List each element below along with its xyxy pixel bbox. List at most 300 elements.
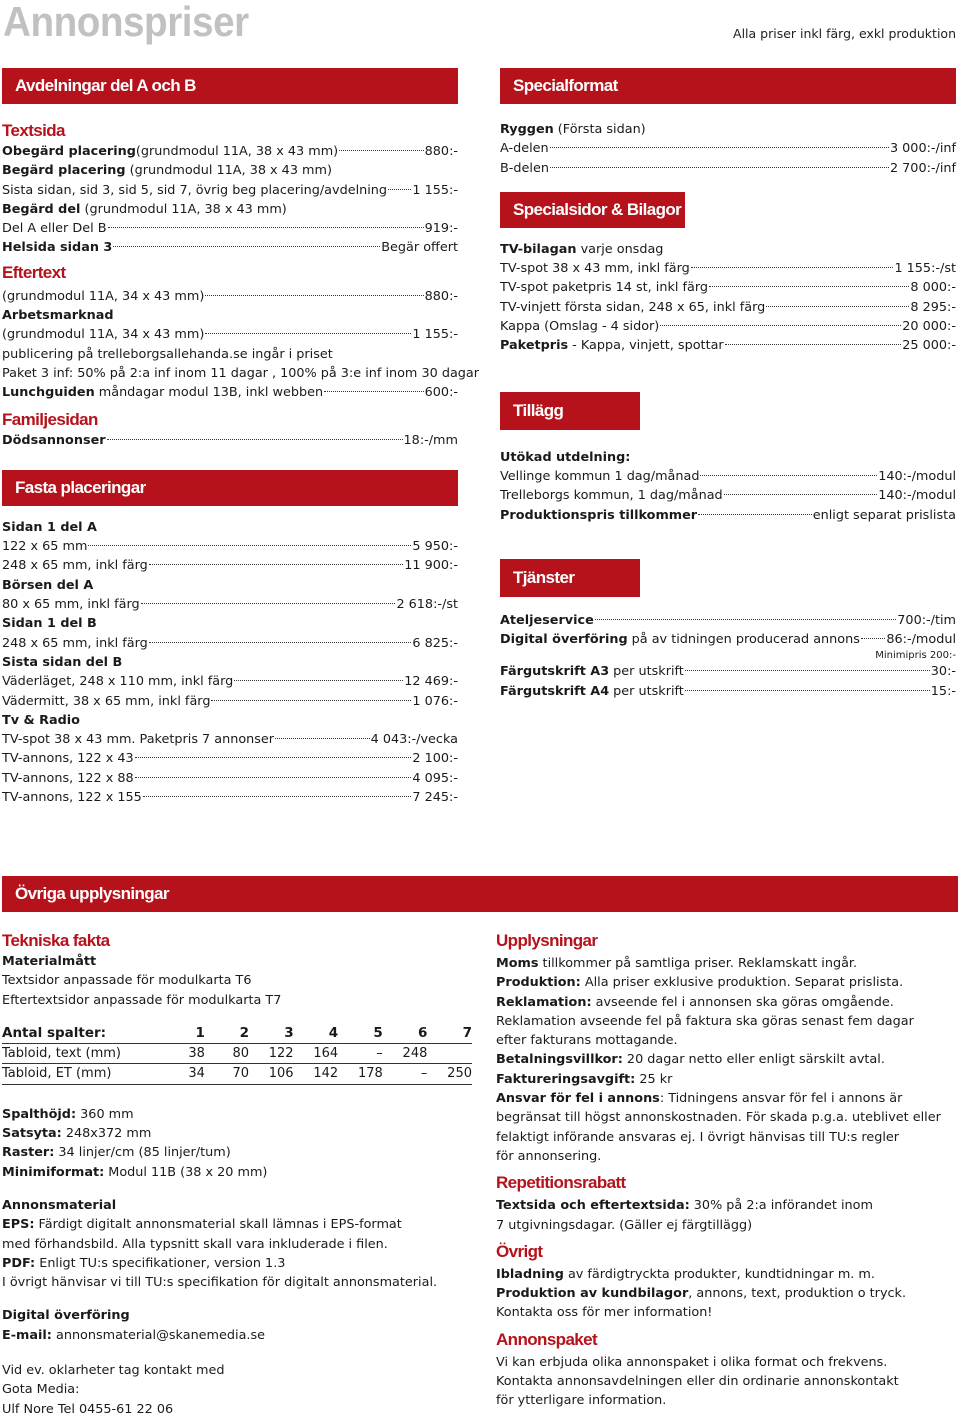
price-label <box>500 611 594 630</box>
price-label-bold: Lunchguiden <box>2 385 95 401</box>
table-cell: 70 <box>205 1064 249 1084</box>
text-line-body: Reklamation avseende fel på faktura ska göras senast fem dagar <box>496 1013 914 1029</box>
price-row <box>500 159 956 178</box>
price-label <box>2 161 332 180</box>
price-row <box>2 788 458 807</box>
section-bar-fasta-placeringar: Fasta placeringar <box>2 470 458 506</box>
price-value: 20 000:- <box>902 319 956 335</box>
price-label-text: TV-spot 38 x 43 mm. Paketpris 7 annonser <box>2 732 275 748</box>
table-header-row <box>2 1024 472 1044</box>
price-label-text: (Första sidan) <box>553 122 646 137</box>
price-label <box>2 711 80 730</box>
price-label <box>500 506 697 525</box>
price-row <box>500 662 956 681</box>
text-line-body: I övrigt hänvisar vi till TU:s specifikation för digitalt annonsmaterial. <box>2 1275 438 1291</box>
price-row <box>2 364 480 383</box>
text-line <box>496 1196 956 1215</box>
price-label-text: på av tidningen producerad annons <box>627 632 860 648</box>
price-label <box>2 788 142 807</box>
dot-leader <box>113 246 380 247</box>
text-line-body: 34 linjer/cm (85 linjer/tum) <box>54 1145 231 1161</box>
price-row <box>500 682 956 701</box>
price-row <box>2 556 458 575</box>
price-label <box>2 595 140 614</box>
price-label <box>2 383 323 402</box>
ovriga-section <box>2 876 960 912</box>
price-label-text: - Kappa, vinjett, spottar <box>568 338 724 354</box>
price-row <box>500 611 956 630</box>
dot-leader <box>275 738 370 739</box>
price-row <box>500 448 956 467</box>
text-line-label: Produktion: <box>496 975 581 991</box>
price-row <box>2 345 458 364</box>
price-row <box>500 317 956 336</box>
price-value: 7 245:- <box>412 790 458 806</box>
table-cell: 248 <box>383 1044 428 1064</box>
table-header-cell: 4 <box>294 1024 339 1044</box>
table-cell: 164 <box>294 1044 339 1064</box>
text-line-label: EPS: <box>2 1217 35 1233</box>
price-label-text: 122 x 65 mm <box>2 539 88 555</box>
text-line-label: Minimiformat: <box>2 1164 105 1180</box>
price-label <box>2 537 87 556</box>
price-row <box>2 325 458 344</box>
price-label-text: Sista sidan, sid 3, sid 5, sid 7, övrig beg placering/avdelning <box>2 182 388 198</box>
text-line <box>496 1265 956 1284</box>
price-list-tjanster <box>500 611 956 650</box>
price-label <box>2 238 112 257</box>
text-line <box>496 1031 956 1050</box>
price-row <box>2 634 458 653</box>
text-line-body: 7 utgivningsdagar. (Gäller ej färgtillägg) <box>496 1217 753 1233</box>
email-label: E-mail: <box>2 1327 52 1343</box>
dot-leader <box>141 603 396 604</box>
price-row <box>2 181 458 200</box>
price-label-text: Kappa (Omslag - 4 sidor) <box>500 319 660 335</box>
price-value: 86:-/modul <box>886 632 956 648</box>
price-label-bold: Obegärd placering <box>2 144 136 159</box>
paket-line-3: för ytterligare information. <box>496 1393 667 1409</box>
price-value: 1 155:- <box>412 182 458 198</box>
page-title: Annonspriser <box>3 0 249 45</box>
price-list-familjesidan <box>2 431 458 450</box>
dot-leader <box>595 619 897 620</box>
price-value: 30:- <box>930 664 956 680</box>
text-line-label: Ansvar för fel i annons <box>496 1091 660 1107</box>
price-label-text: TV-vinjett första sidan, 248 x 65, inkl färg <box>500 299 766 315</box>
heading-familjesidan: Familjesidan <box>2 409 98 429</box>
price-value: 140:-/modul <box>878 488 956 504</box>
price-label <box>2 672 233 691</box>
price-value: 880:- <box>424 288 458 304</box>
price-row <box>2 692 458 711</box>
price-list-tillagg <box>500 448 956 525</box>
price-list-eftertext <box>2 287 480 403</box>
text-line <box>496 1147 956 1166</box>
price-value: 8 295:- <box>910 299 956 315</box>
dot-leader <box>324 391 424 392</box>
price-label <box>2 431 106 450</box>
material-line-2: Eftertextsidor anpassade för modulkarta T7 <box>2 992 282 1008</box>
text-line-body: 30% på 2:a införandet inom <box>689 1198 873 1214</box>
price-value: 2 700:-/inf <box>889 160 956 176</box>
price-row <box>2 306 458 325</box>
price-label-text: 248 x 65 mm, inkl färg <box>2 558 148 574</box>
price-label <box>500 139 549 158</box>
price-row <box>500 278 956 297</box>
price-label-bold: Paketpris <box>500 338 569 354</box>
price-row <box>500 120 956 139</box>
price-value: 8 000:- <box>910 280 956 296</box>
price-label-text: Vellinge kommun 1 dag/månad <box>500 468 700 484</box>
price-label <box>500 240 663 259</box>
price-label-bold: Utökad utdelning: <box>500 449 631 465</box>
text-line <box>496 1089 956 1108</box>
price-value: 25 000:- <box>902 338 956 354</box>
table-header-cell: 5 <box>338 1024 383 1044</box>
text-line <box>496 1012 956 1031</box>
price-label-text: Trelleborgs kommun, 1 dag/månad <box>500 488 723 504</box>
dot-leader <box>388 189 411 190</box>
heading-upplysningar: Upplysningar <box>496 931 598 950</box>
text-line-label: Moms <box>496 956 539 971</box>
price-row <box>2 672 458 691</box>
material-line-1: Textsidor anpassade för modulkarta T6 <box>2 973 252 989</box>
price-row <box>500 336 956 355</box>
price-value: 18:-/mm <box>403 432 458 448</box>
text-line-label: Reklamation: <box>496 994 592 1010</box>
price-label-text: publicering på trelleborgsallehanda.se ingår i priset <box>2 346 333 362</box>
price-value: 600:- <box>424 385 458 401</box>
price-value: 12 469:- <box>404 674 458 690</box>
price-label-bold: Dödsannonser <box>2 432 106 448</box>
table-header-cell: Antal spalter: <box>2 1024 161 1044</box>
text-line-body: 20 dagar netto eller enligt särskilt avtal. <box>622 1052 885 1068</box>
text-line-body: med förhandsbild. Alla typsnitt skall vara inkluderade i filen. <box>2 1236 388 1252</box>
text-line-body: Enligt TU:s specifikationer, version 1.3 <box>35 1255 286 1271</box>
dot-leader <box>660 325 901 326</box>
price-label <box>2 749 134 768</box>
price-label-bold: Digital överföring <box>500 632 628 648</box>
price-row <box>2 518 458 537</box>
price-row <box>2 653 458 672</box>
price-label-text: Väderläget, 248 x 110 mm, inkl färg <box>2 674 234 690</box>
price-label-bold: Sidan 1 del B <box>2 616 97 632</box>
spec-list <box>2 1105 472 1182</box>
text-line <box>2 1143 472 1162</box>
price-row <box>500 240 956 259</box>
text-line-label: Ibladning <box>496 1266 564 1282</box>
text-line <box>496 1070 956 1089</box>
ovrigt-list <box>496 1265 956 1323</box>
table-header-cell: 2 <box>205 1024 249 1044</box>
price-label <box>500 662 684 681</box>
table-row <box>2 1044 472 1064</box>
label-annonsmaterial: Annonsmaterial <box>2 1197 117 1213</box>
price-label-bold: Ateljeservice <box>500 612 594 628</box>
text-line <box>496 1216 956 1235</box>
price-label <box>500 467 699 486</box>
tekniska-fakta-column <box>2 930 472 1416</box>
price-label-bold: Färgutskrift A4 <box>500 683 610 699</box>
dot-leader <box>107 439 403 440</box>
dot-leader <box>724 494 878 495</box>
price-note: Alla priser inkl färg, exkl produktion <box>733 26 956 41</box>
price-row <box>2 595 458 614</box>
section-bar-tjanster: Tjänster <box>500 559 640 597</box>
dot-leader <box>550 167 889 168</box>
price-value: 2 100:- <box>412 751 458 767</box>
left-column <box>2 68 480 807</box>
price-label-bold: Sista sidan del B <box>2 654 123 670</box>
text-line <box>2 1273 472 1292</box>
section-bar-tillagg: Tillägg <box>500 392 640 430</box>
price-value: 880:- <box>424 144 458 159</box>
table-cell: Tabloid, text (mm) <box>2 1044 161 1064</box>
text-line <box>496 1128 956 1147</box>
text-line-label: Satsyta: <box>2 1126 62 1142</box>
price-label-text: (grundmodul 11A, 38 x 43 mm) <box>80 201 287 217</box>
section-bar-avdelningar: Avdelningar del A och B <box>2 68 458 104</box>
section-bar-specialsidor: Specialsidor & Bilagor <box>500 192 685 228</box>
heading-repetitionsrabatt: Repetitionsrabatt <box>496 1173 626 1193</box>
price-row <box>500 467 956 486</box>
email-address: annonsmaterial@skanemedia.se <box>51 1327 266 1343</box>
text-line <box>496 973 956 992</box>
price-label-text: B-delen <box>500 160 549 176</box>
price-value: 15:- <box>930 683 956 699</box>
price-label <box>500 298 765 317</box>
price-value: 4 043:-/vecka <box>370 732 458 748</box>
minimipris-note: Minimipris 200:- <box>875 650 956 662</box>
annonsmaterial-list <box>2 1215 472 1292</box>
price-row <box>2 769 458 788</box>
text-line-body: : Tidningens ansvar för fel i annons är <box>659 1091 903 1107</box>
dot-leader <box>861 638 886 639</box>
price-row <box>2 142 458 161</box>
price-list-textsida <box>2 142 458 258</box>
price-row <box>2 537 458 556</box>
price-row <box>2 383 458 402</box>
price-label-bold: Ryggen <box>500 122 554 137</box>
price-list-fargutskrift <box>500 662 956 701</box>
price-label <box>500 317 659 336</box>
table-cell: Tabloid, ET (mm) <box>2 1064 161 1084</box>
price-label <box>2 219 107 238</box>
price-label-bold: Produktionspris tillkommer <box>500 507 698 523</box>
price-value: Begär offert <box>381 240 458 256</box>
heading-ovrigt: Övrigt <box>496 1241 543 1261</box>
text-line-label: Betalningsvillkor: <box>496 1052 623 1068</box>
text-line-body: 25 kr <box>635 1071 673 1087</box>
price-row <box>2 730 458 749</box>
price-label <box>2 614 97 633</box>
price-label-bold: Sidan 1 del A <box>2 519 97 535</box>
dot-leader <box>135 757 412 758</box>
table-cell: 80 <box>205 1044 249 1064</box>
price-row <box>500 139 956 158</box>
text-line <box>2 1124 472 1143</box>
text-line <box>2 1105 472 1124</box>
table-cell: – <box>383 1064 428 1084</box>
email-line <box>2 1326 472 1345</box>
dot-leader <box>88 545 411 546</box>
price-label <box>2 518 97 537</box>
table-cell <box>427 1044 472 1064</box>
text-line-body: Alla priser exklusive produktion. Separat prislista. <box>580 975 904 991</box>
table-cell: 34 <box>161 1064 205 1084</box>
price-label-text: (grundmodul 11A, 38 x 43 mm) <box>125 163 332 179</box>
price-label <box>2 345 333 364</box>
price-label-bold: Arbetsmarknad <box>2 308 114 324</box>
price-label <box>500 336 724 355</box>
text-line <box>496 993 956 1012</box>
dot-leader <box>685 670 930 671</box>
price-value: 140:-/modul <box>878 468 956 484</box>
price-list-tv-bilagan <box>500 240 956 356</box>
price-list-ryggen <box>500 120 956 178</box>
price-label-bold: Begärd del <box>2 201 81 217</box>
table-header-cell: 6 <box>383 1024 428 1044</box>
price-label-text: Del A eller Del B <box>2 221 107 237</box>
price-value: 6 825:- <box>412 635 458 651</box>
upplysningar-column <box>496 930 956 1411</box>
price-label-text: TV-spot 38 x 43 mm, inkl färg <box>500 261 690 277</box>
dot-leader <box>108 227 424 228</box>
table-header-cell: 3 <box>249 1024 294 1044</box>
text-line <box>496 954 956 973</box>
table-cell: 106 <box>249 1064 294 1084</box>
table-cell: 178 <box>338 1064 383 1084</box>
text-line-label: Textsida och eftertextsida: <box>496 1198 690 1214</box>
heading-eftertext: Eftertext <box>2 262 66 282</box>
price-value: 1 155:- <box>412 327 458 343</box>
heading-annonspaket: Annonspaket <box>496 1329 598 1349</box>
price-row <box>500 259 956 278</box>
paket-line-1: Vi kan erbjuda olika annonspaket i olika format och frekvens. <box>496 1354 888 1370</box>
price-label <box>2 576 93 595</box>
price-label <box>2 306 114 325</box>
upplysningar-list <box>496 954 956 1166</box>
dot-leader <box>205 333 411 334</box>
price-label <box>2 730 274 749</box>
price-label <box>2 769 134 788</box>
price-row <box>2 200 458 219</box>
dot-leader <box>205 295 423 296</box>
price-label-text: (grundmodul 11A, 34 x 43 mm) <box>2 288 205 304</box>
price-label-bold: TV-bilagan <box>500 241 577 257</box>
price-label-bold: Helsida sidan 3 <box>2 240 113 256</box>
price-label-bold: Färgutskrift A3 <box>500 664 610 680</box>
price-label-text: A-delen <box>500 141 549 157</box>
price-list-fasta <box>2 518 458 807</box>
price-label-bold: Börsen del A <box>2 577 94 593</box>
table-row <box>2 1064 472 1084</box>
price-label <box>500 120 646 139</box>
dot-leader <box>725 344 902 345</box>
dot-leader <box>211 700 411 701</box>
price-label <box>500 259 690 278</box>
price-value: enligt separat prislista <box>812 507 956 523</box>
price-label <box>2 364 479 383</box>
price-label-text: varje onsdag <box>576 241 664 257</box>
text-line <box>2 1235 472 1254</box>
price-row <box>2 431 458 450</box>
price-row <box>500 630 956 649</box>
price-label-text: (grundmodul 11A, 34 x 43 mm) <box>2 327 205 343</box>
price-label <box>2 556 148 575</box>
price-label <box>2 287 204 306</box>
price-row <box>2 238 458 257</box>
price-row <box>2 287 458 306</box>
dot-leader <box>234 680 403 681</box>
price-label-text: per utskrift <box>609 683 684 699</box>
price-label-text: TV-annons, 122 x 155 <box>2 790 142 806</box>
price-row <box>2 219 458 238</box>
dot-leader <box>709 286 909 287</box>
text-line-body: 360 mm <box>76 1106 134 1122</box>
price-row <box>2 576 458 595</box>
price-value: 919:- <box>424 221 458 237</box>
section-bar-ovriga: Övriga upplysningar <box>2 876 958 912</box>
price-label-text: per utskrift <box>609 664 684 680</box>
price-row <box>2 614 458 633</box>
text-line-label: Produktion av kundbilagor <box>496 1286 689 1302</box>
heading-textsida: Textsida <box>2 121 65 140</box>
price-row <box>500 486 956 505</box>
price-label-text: måndagar modul 13B, inkl webben <box>94 385 324 401</box>
section-bar-specialformat: Specialformat <box>500 68 956 104</box>
price-value: 2 618:-/st <box>396 597 458 613</box>
dot-leader <box>339 150 423 151</box>
price-value: 3 000:-/inf <box>889 141 956 157</box>
text-line-label: Spalthöjd: <box>2 1106 77 1122</box>
price-label <box>500 448 630 467</box>
dot-leader <box>685 690 930 691</box>
text-line-body: för annonsering. <box>496 1148 602 1164</box>
price-row <box>2 711 458 730</box>
text-line-label: Faktureringsavgift: <box>496 1071 636 1087</box>
price-label-bold: Begärd placering <box>2 163 126 179</box>
text-line-label: PDF: <box>2 1255 36 1271</box>
price-label <box>2 634 148 653</box>
text-line-body: 248x372 mm <box>61 1126 152 1142</box>
table-header-cell: 7 <box>427 1024 472 1044</box>
table-cell: 122 <box>249 1044 294 1064</box>
price-label-text: Paket 3 inf: 50% på 2:a inf inom 11 dagar , 100% på 3:e inf inom 30 dagar <box>2 365 480 381</box>
price-label <box>500 630 860 649</box>
price-label-text: 248 x 65 mm, inkl färg <box>2 635 148 651</box>
dot-leader <box>149 642 412 643</box>
text-line <box>496 1050 956 1069</box>
text-line <box>2 1215 472 1234</box>
price-label <box>2 142 338 161</box>
price-label-text: (grundmodul 11A, 38 x 43 mm) <box>135 144 339 159</box>
price-label-text: TV-spot paketpris 14 st, inkl färg <box>500 280 709 296</box>
dot-leader <box>135 777 412 778</box>
spalter-table <box>2 1024 472 1085</box>
text-line <box>496 1284 956 1303</box>
text-line-body: Färdigt digitalt annonsmaterial skall lämnas i EPS-format <box>34 1217 402 1233</box>
price-row <box>500 298 956 317</box>
text-line <box>496 1108 956 1127</box>
dot-leader <box>698 514 812 515</box>
price-label-text: TV-annons, 122 x 43 <box>2 751 134 767</box>
price-label <box>2 181 387 200</box>
price-value: 4 095:- <box>412 770 458 786</box>
contact-line-1: Vid ev. oklarheter tag kontakt med <box>2 1363 225 1379</box>
price-row <box>2 749 458 768</box>
